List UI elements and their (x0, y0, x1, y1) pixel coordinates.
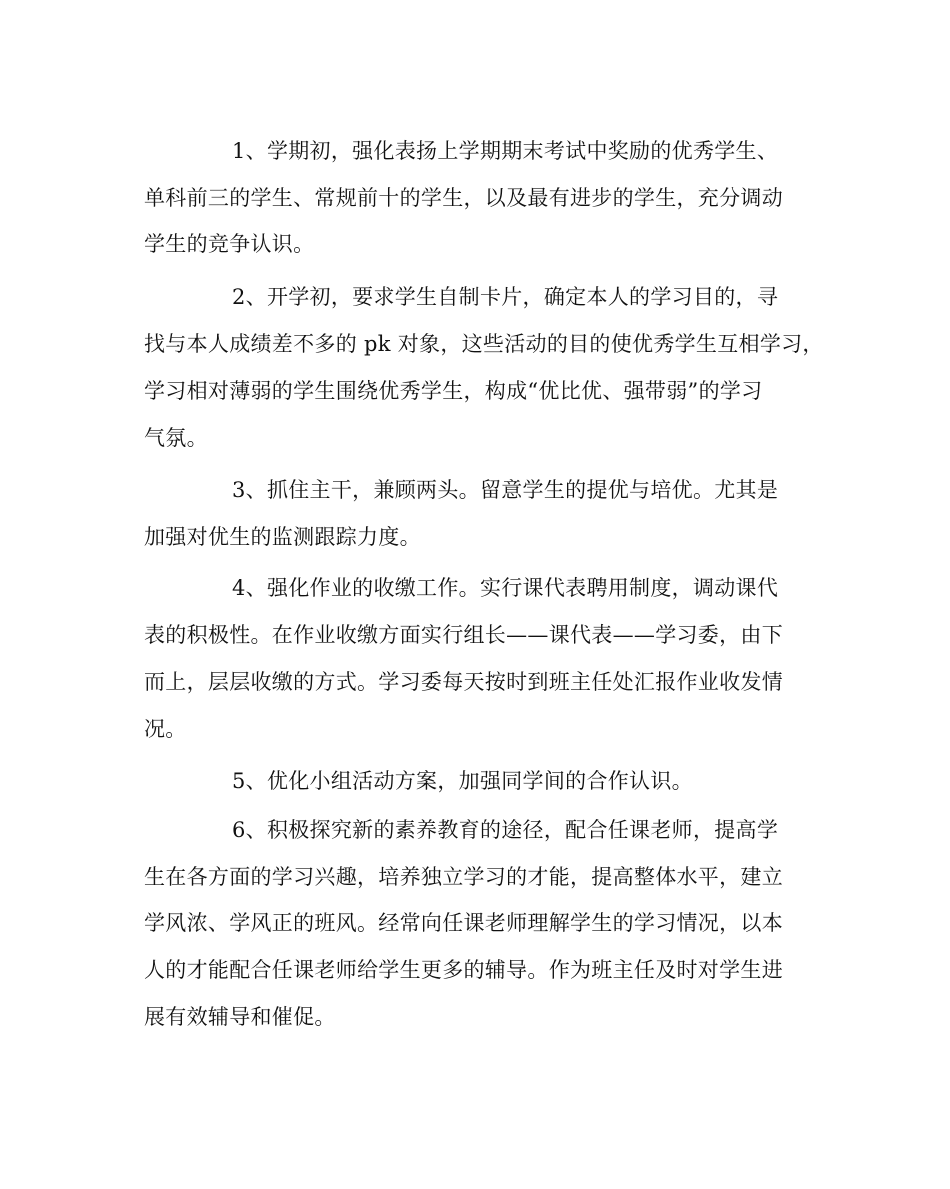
paragraph-4-line-1: 4、强化作业的收缴工作。实行课代表聘用制度，调动课代 (232, 576, 779, 600)
paragraph-1-line-3: 学生的竞争认识。 (144, 232, 315, 256)
paragraph-2-line-3: 学习相对薄弱的学生围绕优秀学生，构成“优比优、强带弱”的学习 (144, 379, 763, 403)
paragraph-4-line-4: 况。 (144, 717, 187, 741)
paragraph-5-line-1: 5、优化小组活动方案，加强同学间的合作认识。 (232, 769, 693, 793)
paragraph-2-line-2: 找与本人成绩差不多的 pk 对象，这些活动的目的使优秀学生互相学习， (144, 332, 824, 356)
paragraph-2-line-4: 气氛。 (144, 426, 208, 450)
paragraph-6-line-2: 生在各方面的学习兴趣，培养独立学习的才能，提高整体水平，建立 (144, 865, 783, 889)
paragraph-4-line-3: 而上，层层收缴的方式。学习委每天按时到班主任处汇报作业收发情 (144, 670, 783, 694)
paragraph-6-line-5: 展有效辅导和催促。 (144, 1005, 336, 1029)
paragraph-6-line-4: 人的才能配合任课老师给学生更多的辅导。作为班主任及时对学生进 (144, 958, 783, 982)
paragraph-3-line-2: 加强对优生的监测跟踪力度。 (144, 525, 421, 549)
paragraph-2-line-1: 2、开学初，要求学生自制卡片，确定本人的学习目的，寻 (232, 285, 779, 309)
paragraph-3-line-1: 3、抓住主干，兼顾两头。留意学生的提优与培优。尤其是 (232, 478, 779, 502)
paragraph-6-line-3: 学风浓、学风正的班风。经常向任课老师理解学生的学习情况，以本 (144, 911, 783, 935)
paragraph-4-line-2: 表的积极性。在作业收缴方面实行组长——课代表——学习委，由下 (144, 623, 783, 647)
paragraph-1-line-1: 1、学期初，强化表扬上学期期末考试中奖励的优秀学生、 (232, 139, 779, 163)
paragraph-6-line-1: 6、积极探究新的素养教育的途径，配合任课老师，提高学 (232, 818, 779, 842)
paragraph-1-line-2: 单科前三的学生、常规前十的学生，以及最有进步的学生，充分调动 (144, 186, 783, 210)
